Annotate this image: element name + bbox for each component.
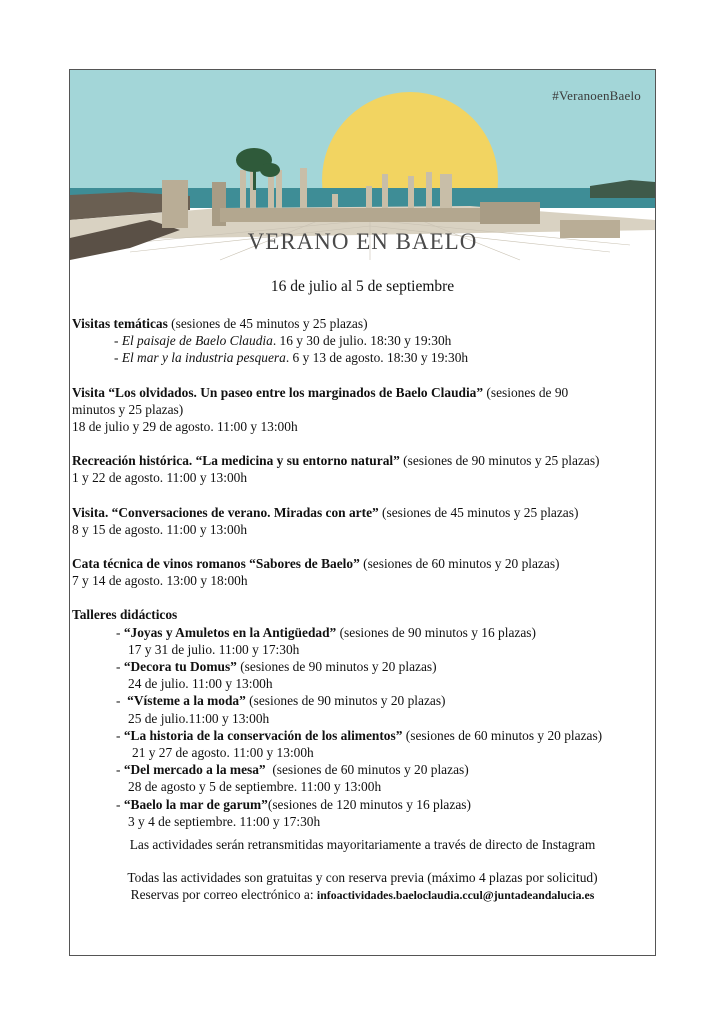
banner-illustration	[70, 70, 655, 265]
olvidados-desc-2: minutos y 25 plazas)	[72, 401, 184, 417]
list-dash: -	[116, 727, 124, 743]
taller-item-4-name: “La historia de la conservación de los alimentos”	[123, 727, 403, 743]
taller-item-5-schedule: 28 de agosto y 5 de septiembre. 11:00 y 13:00h	[128, 779, 382, 795]
visitas-desc: (sesiones de 45 minutos y 25 plazas)	[167, 316, 368, 331]
visitas-item-1-name: El paisaje de Baelo Claudia	[121, 333, 273, 349]
conversaciones-schedule: 8 y 15 de agosto. 11:00 y 13:00h	[72, 521, 248, 537]
poster-title: VERANO EN BAELO	[247, 229, 478, 254]
taller-item-5-name: “Del mercado a la mesa”	[123, 762, 266, 778]
footer-reservas-label: Reservas por correo electrónico a:	[130, 887, 317, 902]
cata-title: Cata técnica de vinos romanos “Sabores de Baelo”	[72, 556, 360, 572]
taller-item-3-desc: (sesiones de 90 minutos y 20 plazas)	[245, 693, 446, 709]
taller-item-1-schedule: 17 y 31 de julio. 11:00 y 17:30h	[128, 641, 300, 657]
taller-item-1-name: “Joyas y Amuletos en la Antigüedad”	[123, 624, 337, 640]
olvidados-heading	[72, 384, 654, 401]
conversaciones-heading	[72, 504, 654, 521]
visitas-item-2-name: El mar y la industria pesquera	[121, 350, 286, 366]
taller-item-1-desc: (sesiones de 90 minutos y 16 plazas)	[336, 624, 536, 640]
list-dash: -	[116, 693, 128, 709]
activities-list	[72, 315, 654, 830]
visitas-item-2-rest: . 6 y 13 de agosto. 18:30 y 19:30h	[285, 350, 469, 366]
footer-instagram-note: Las actividades serán retransmitidas mayoritariamente a través de directo de Instagram	[129, 837, 596, 852]
taller-item-2-desc: (sesiones de 90 minutos y 20 plazas)	[236, 659, 437, 675]
list-dash: -	[116, 624, 124, 640]
taller-item-4	[72, 727, 654, 744]
taller-item-2-name: “Decora tu Domus”	[123, 659, 237, 675]
recreacion-desc: (sesiones de 90 minutos y 25 plazas)	[399, 453, 600, 469]
olvidados-schedule: 18 de julio y 29 de agosto. 11:00 y 13:00h	[72, 419, 298, 435]
taller-item-6-desc: (sesiones de 120 minutos y 16 plazas)	[267, 796, 471, 812]
conversaciones-desc: (sesiones de 45 minutos y 25 plazas)	[378, 504, 579, 520]
footer-free-note: Todas las actividades son gratuitas y con reserva previa (máximo 4 plazas por solicitud)	[127, 870, 598, 885]
hashtag-label: #VeranoenBaelo	[552, 88, 641, 103]
poster-frame	[69, 69, 656, 956]
taller-item-4-schedule: 21 y 27 de agosto. 11:00 y 13:00h	[132, 745, 314, 761]
reservation-email-link[interactable]: infoactividades.baeloclaudia.ccul@juntadeandalucia.es	[316, 888, 595, 902]
date-range: 16 de julio al 5 de septiembre	[270, 278, 455, 295]
list-dash: -	[116, 796, 124, 812]
taller-item-3-schedule: 25 de julio.11:00 y 13:00h	[128, 710, 270, 726]
olvidados-title: Visita “Los olvidados. Un paseo entre los marginados de Baelo Claudia”	[72, 384, 484, 400]
cata-desc: (sesiones de 60 minutos y 20 plazas)	[359, 556, 560, 572]
taller-item-5	[72, 761, 654, 778]
talleres-title: Talleres didácticos	[72, 607, 178, 623]
taller-item-6-name: “Baelo la mar de garum”	[123, 796, 268, 812]
taller-item-3	[72, 692, 654, 709]
list-dash: -	[116, 762, 124, 778]
recreacion-schedule: 1 y 22 de agosto. 11:00 y 13:00h	[72, 470, 248, 486]
recreacion-title: Recreación histórica. “La medicina y su entorno natural”	[72, 453, 400, 469]
visitas-heading	[72, 315, 654, 332]
olvidados-desc: (sesiones de 90	[483, 384, 569, 400]
taller-item-1	[72, 624, 654, 641]
conversaciones-title: Visita. “Conversaciones de verano. Miradas con arte”	[72, 504, 379, 520]
visitas-item-1-rest: . 16 y 30 de julio. 18:30 y 19:30h	[272, 333, 452, 349]
visitas-item-2	[72, 349, 654, 366]
footer-reservas	[70, 886, 655, 905]
talleres-heading	[72, 606, 654, 623]
cata-schedule: 7 y 14 de agosto. 13:00 y 18:00h	[72, 573, 248, 589]
list-dash: -	[114, 333, 122, 349]
visitas-title: Visitas temáticas	[72, 316, 168, 331]
taller-item-2-schedule: 24 de julio. 11:00 y 13:00h	[128, 676, 273, 692]
cata-heading	[72, 555, 654, 572]
taller-item-5-desc: (sesiones de 60 minutos y 20 plazas)	[265, 762, 469, 778]
taller-item-4-desc: (sesiones de 60 minutos y 20 plazas)	[402, 727, 603, 743]
taller-item-3-name: “Vísteme a la moda”	[127, 693, 246, 709]
list-dash: -	[116, 659, 124, 675]
taller-item-2	[72, 658, 654, 675]
list-dash: -	[114, 350, 122, 366]
recreacion-heading	[72, 452, 654, 469]
visitas-item-1	[72, 332, 654, 349]
taller-item-6	[72, 796, 654, 813]
taller-item-6-schedule: 3 y 4 de septiembre. 11:00 y 17:30h	[128, 813, 321, 829]
